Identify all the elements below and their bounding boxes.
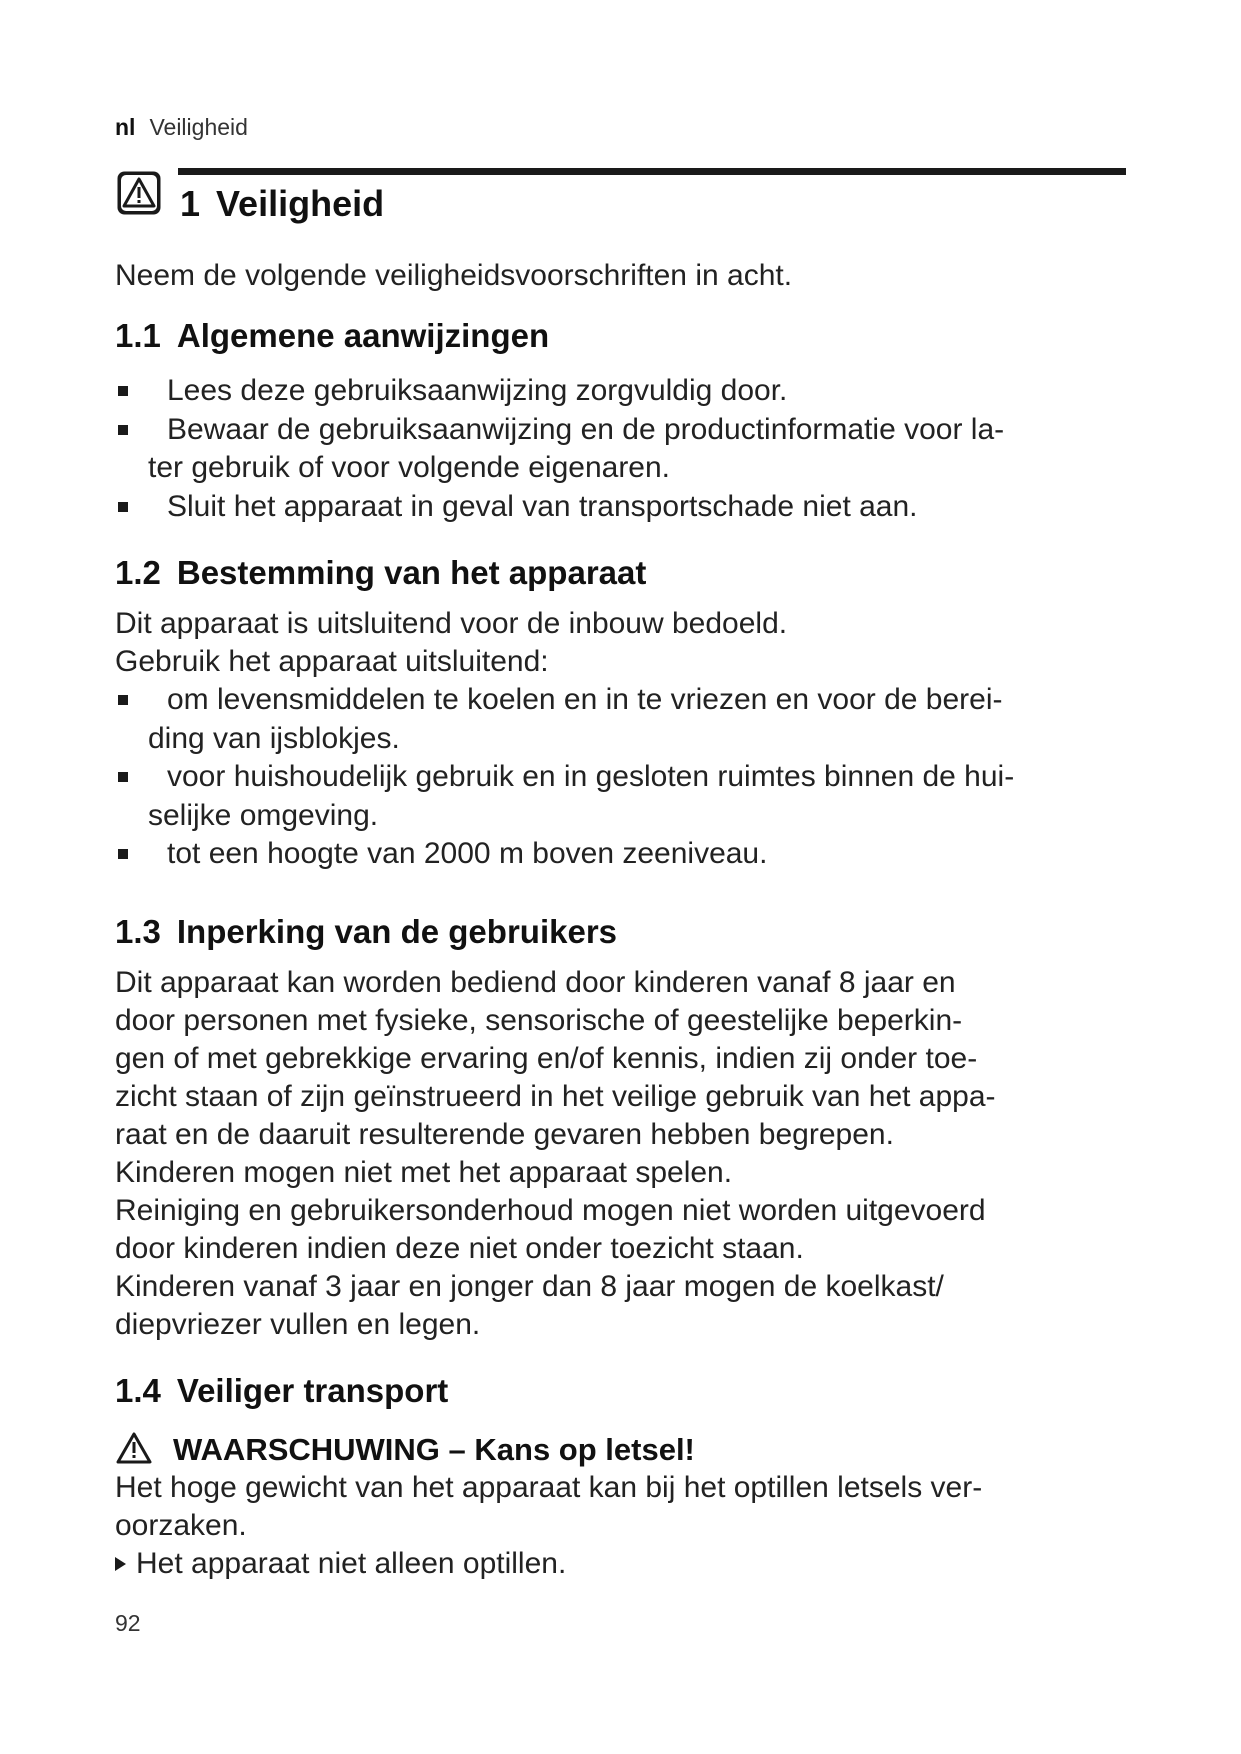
- warning-triangle-icon: [116, 170, 162, 216]
- bullet-square-icon: [118, 695, 128, 705]
- language-code: nl: [115, 114, 136, 140]
- section-heading-general-instructions: [115, 316, 549, 356]
- list-item-text-continued: ter gebruik of voor volgende eigenaren.: [148, 451, 671, 484]
- list-item: [115, 681, 1014, 758]
- warning-text-line: Het hoge gewicht van het apparaat kan bij het optillen letsels ver-: [115, 1471, 983, 1504]
- list-item-text: om levensmiddelen te koelen en in te vriezen en voor de berei-: [167, 683, 1003, 716]
- list-item: [115, 758, 1014, 835]
- paragraph-line: Dit apparaat kan worden bediend door kinderen vanaf 8 jaar en: [115, 966, 956, 999]
- list-item-text: Bewaar de gebruiksaanwijzing en de productinformatie voor la-: [167, 412, 1005, 446]
- section-title: Inperking van de gebruikers: [176, 913, 618, 950]
- paragraph-line: raat en de daaruit resulterende gevaren hebben begrepen.: [115, 1118, 894, 1151]
- paragraph-line: door kinderen indien deze niet onder toezicht staan.: [115, 1232, 804, 1265]
- running-header: [115, 114, 248, 140]
- list-item-text-continued: selijke omgeving.: [148, 798, 379, 832]
- chapter-rule: [178, 168, 1126, 175]
- paragraph-line: Kinderen mogen niet met het apparaat spelen.: [115, 1156, 733, 1189]
- paragraph-line: Gebruik het apparaat uitsluitend:: [115, 645, 549, 678]
- bullet-square-icon: [118, 386, 128, 396]
- bullet-square-icon: [118, 849, 128, 859]
- bullet-square-icon: [118, 772, 128, 782]
- list-item: [115, 488, 1004, 527]
- instruction-step: [115, 1545, 566, 1584]
- warning-text-line: oorzaken.: [115, 1509, 247, 1542]
- warning-title: WAARSCHUWING – Kans op letsel!: [173, 1432, 695, 1467]
- list-item-text-continued: ding van ijsblokjes.: [148, 721, 400, 755]
- list-item-text: Sluit het apparaat in geval van transportschade niet aan.: [167, 489, 918, 523]
- bullet-list-intended-use: [115, 681, 1014, 874]
- section-heading-safe-transport: [115, 1371, 448, 1411]
- paragraph-line: diepvriezer vullen en legen.: [115, 1308, 481, 1341]
- section-number: 1.4: [115, 1372, 161, 1409]
- bullet-list-general-instructions: [115, 372, 1004, 526]
- bullet-square-icon: [118, 425, 128, 435]
- list-item: [115, 411, 1004, 488]
- paragraph-line: gen of met gebrekkige ervaring en/of kennis, indien zij onder toe-: [115, 1042, 978, 1075]
- section-number: 1.1: [115, 317, 161, 354]
- section-heading-intended-use: [115, 553, 646, 593]
- section-title: Algemene aanwijzingen: [176, 317, 550, 354]
- chapter-number: 1: [180, 183, 201, 224]
- chapter-title-text: Veiligheid: [216, 183, 385, 224]
- instruction-step-text: Het apparaat niet alleen optillen.: [136, 1547, 567, 1580]
- chapter-intro: Neem de volgende veiligheidsvoorschriften in acht.: [115, 259, 793, 292]
- section-title: Veiliger transport: [176, 1372, 449, 1409]
- chapter-title: [180, 182, 384, 226]
- paragraph-line: zicht staan of zijn geïnstrueerd in het veilige gebruik van het appa-: [115, 1080, 996, 1113]
- paragraph-line: Dit apparaat is uitsluitend voor de inbouw bedoeld.: [115, 607, 788, 640]
- section-number: 1.3: [115, 913, 161, 950]
- paragraph-line: door personen met fysieke, sensorische of geestelijke beperkin-: [115, 1004, 963, 1037]
- bullet-square-icon: [118, 502, 128, 512]
- section-heading-user-restrictions: [115, 912, 617, 952]
- section-number: 1.2: [115, 554, 161, 591]
- list-item-text: Lees deze gebruiksaanwijzing zorgvuldig door.: [167, 374, 788, 407]
- warning-triangle-icon: [115, 1431, 153, 1465]
- header-section-title: Veiligheid: [149, 114, 248, 140]
- warning-heading: [115, 1431, 695, 1469]
- step-arrow-icon: [115, 1557, 126, 1571]
- page-number: 92: [115, 1610, 141, 1636]
- list-item: [115, 372, 1004, 411]
- paragraph-line: Kinderen vanaf 3 jaar en jonger dan 8 jaar mogen de koelkast/: [115, 1270, 944, 1303]
- paragraph-line: Reiniging en gebruikersonderhoud mogen niet worden uitgevoerd: [115, 1194, 986, 1227]
- section-title: Bestemming van het apparaat: [176, 554, 647, 591]
- list-item-text: voor huishoudelijk gebruik en in gesloten ruimtes binnen de hui-: [167, 760, 1015, 793]
- list-item-text: tot een hoogte van 2000 m boven zeeniveau.: [167, 837, 768, 870]
- list-item: [115, 835, 1014, 874]
